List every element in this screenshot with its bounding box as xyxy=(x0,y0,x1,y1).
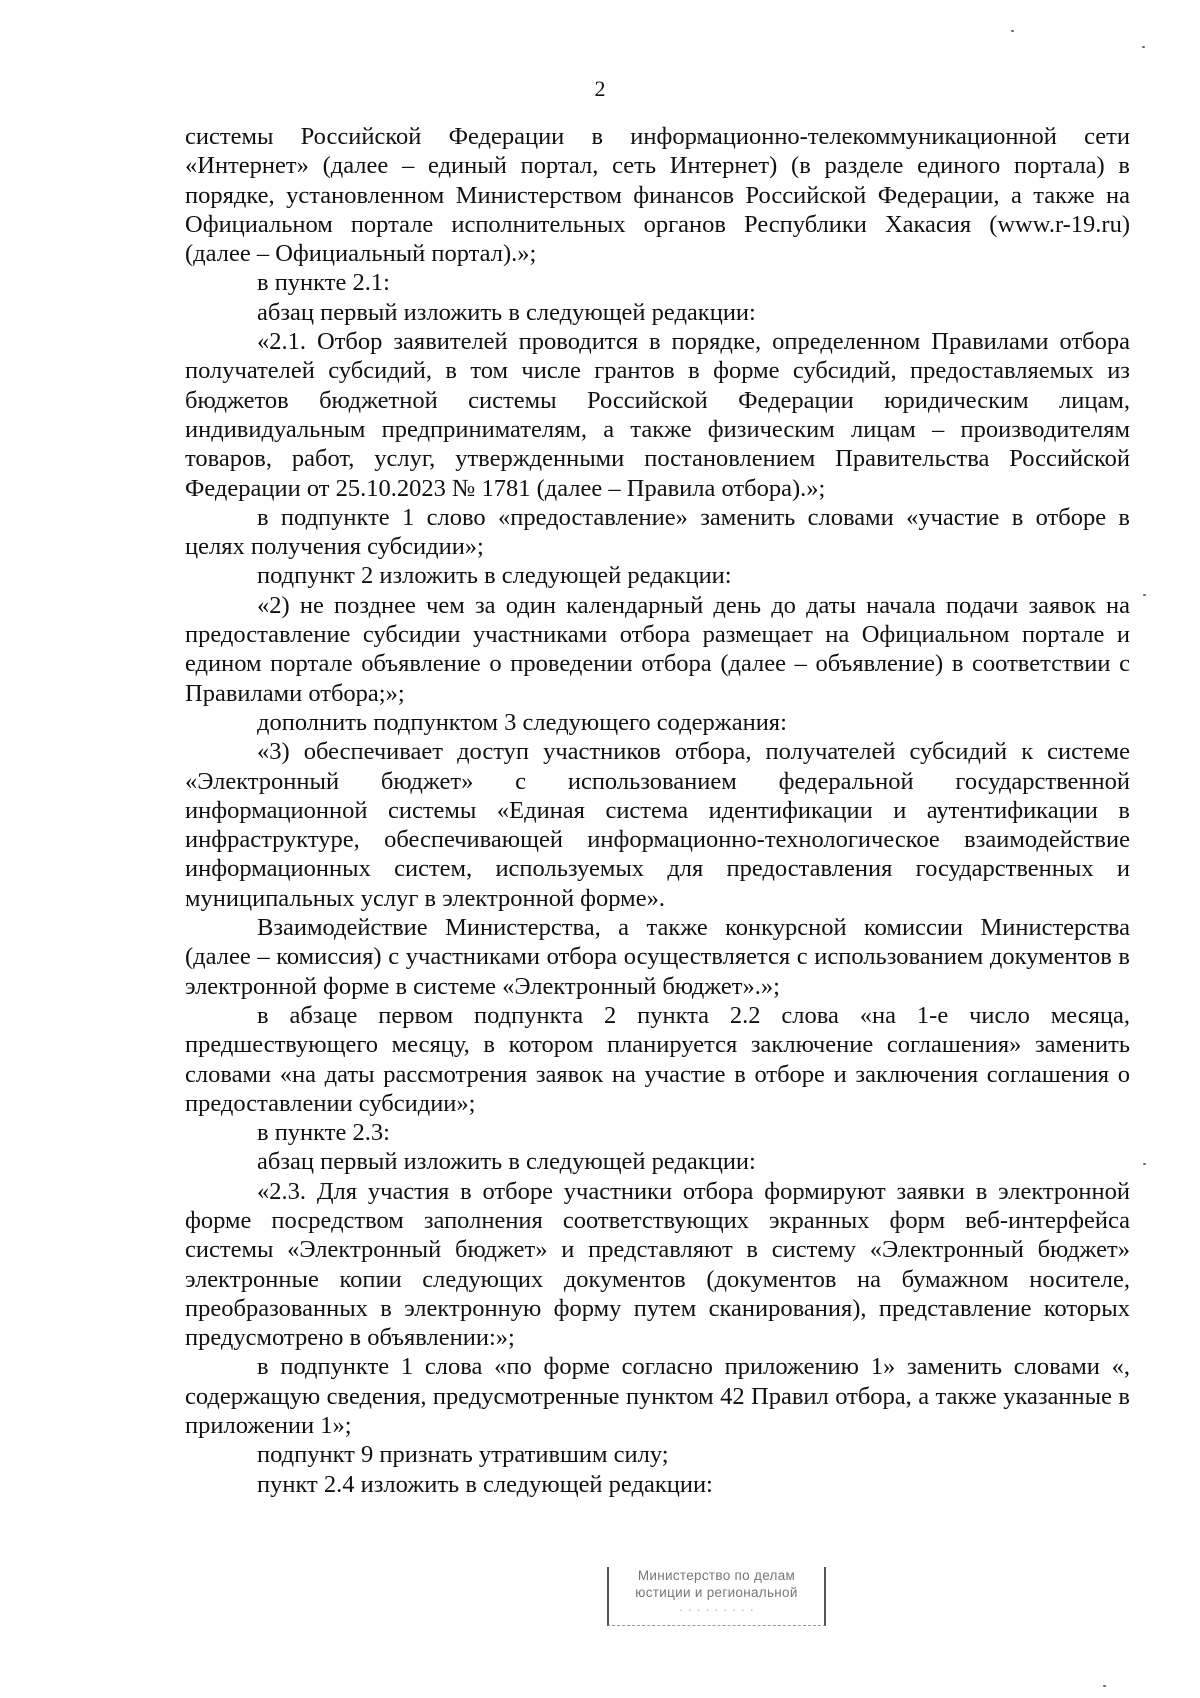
scan-speck xyxy=(1103,1685,1106,1687)
paragraph: «3) обеспечивает доступ участников отбора, получателей субсидий к системе «Электронный бюджет» с использованием федеральной государственной информационной системы «Единая система идентификации и аутентификации в инфраструктуре, обеспечивающей информационно-технологическое взаимодействие информационных систем, используемых для предоставления государственных и муниципальных услуг в электронной форме». xyxy=(185,738,1130,912)
paragraph: абзац первый изложить в следующей редакции: xyxy=(257,298,756,326)
paragraph: в пункте 2.1: xyxy=(257,269,390,297)
stamp-line-2: юстиции и региональной xyxy=(635,1585,798,1600)
registration-stamp xyxy=(607,1567,826,1626)
paragraph: системы Российской Федерации в информационно-телекоммуникационной сети «Интернет» (далее – единый портал, сеть Интернет) (в разделе единого портала) в порядке, установленном Министерством финансов Российской Федерации, а также на Официальном портале исполнительных органов Республики Хакасия (www.r-19.ru) (далее – Официальный портал).»; xyxy=(185,123,1130,268)
stamp-line-3: · · · · · · · · · xyxy=(678,1602,755,1617)
page-number: 2 xyxy=(594,76,606,101)
paragraph: в пункте 2.3: xyxy=(257,1119,390,1147)
paragraph: в абзаце первом подпункта 2 пункта 2.2 слова «на 1-е число месяца, предшествующего месяцу, в котором планируется заключение соглашения» заменить словами «на даты рассмотрения заявок на участие в отборе и заключения соглашения о предоставлении субсидии»; xyxy=(185,1001,1130,1117)
stamp-line-1: Министерство по делам xyxy=(637,1568,796,1583)
paragraph: в подпункте 1 слова «по форме согласно приложению 1» заменить словами «, содержащую сведения, предусмотренные пунктом 42 Правил отбора, а также указанные в приложении 1»; xyxy=(185,1353,1130,1440)
scan-speck xyxy=(1011,30,1014,32)
paragraph: дополнить подпунктом 3 следующего содержания: xyxy=(257,708,787,736)
scan-speck xyxy=(1143,594,1146,596)
paragraph: «2) не позднее чем за один календарный день до даты начала подачи заявок на предоставление субсидии участниками отбора размещает на Официальном портале и едином портале объявление о проведении отбора (далее – объявление) в соответствии с Правилами отбора;»; xyxy=(185,591,1130,707)
paragraph: пункт 2.4 изложить в следующей редакции: xyxy=(257,1470,713,1498)
paragraph: в подпункте 1 слово «предоставление» заменить словами «участие в отборе в целях получения субсидии»; xyxy=(185,503,1130,561)
scan-speck xyxy=(1142,46,1145,48)
document-body xyxy=(185,122,1130,1499)
paragraph: Взаимодействие Министерства, а также конкурсной комиссии Министерства (далее – комиссия) с участниками отбора осуществляется с использованием документов в электронной форме в системе «Электронный бюджет».»; xyxy=(185,914,1130,1000)
scan-speck xyxy=(1143,1163,1146,1165)
paragraph: абзац первый изложить в следующей редакции: xyxy=(257,1148,756,1176)
paragraph: «2.3. Для участия в отборе участники отбора формируют заявки в электронной форме посредством заполнения соответствующих экранных форм веб-интерфейса системы «Электронный бюджет» и представляют в систему «Электронный бюджет» электронные копии следующих документов (документов на бумажном носителе, преобразованных в электронную форму путем сканирования), представление которых предусмотрено в объявлении:»; xyxy=(185,1177,1130,1352)
paragraph: подпункт 2 изложить в следующей редакции: xyxy=(257,562,732,590)
paragraph: подпункт 9 признать утратившим силу; xyxy=(257,1441,669,1469)
paragraph: «2.1. Отбор заявителей проводится в порядке, определенном Правилами отбора получателей субсидий, в том числе грантов в форме субсидий, предоставляемых из бюджетов бюджетной системы Российской Федерации юридическим лицам, индивидуальным предпринимателям, а также физическим лицам – производителям товаров, работ, услуг, утвержденными постановлением Правительства Российской Федерации от 25.10.2023 № 1781 (далее – Правила отбора).»; xyxy=(185,328,1130,502)
